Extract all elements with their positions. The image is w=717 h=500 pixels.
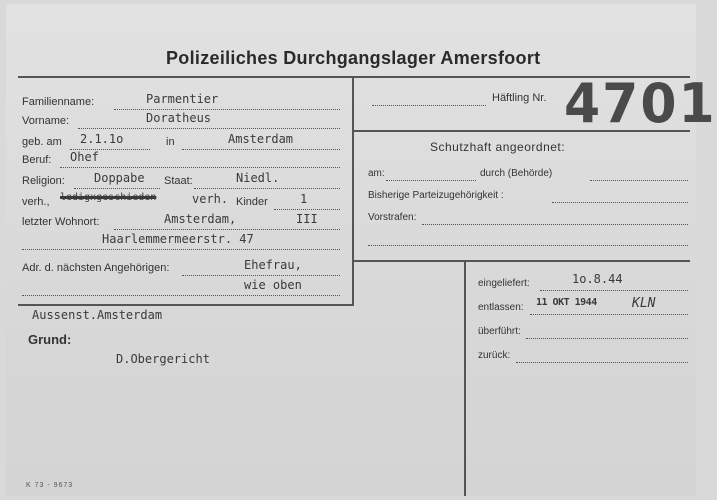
vorname-value: Doratheus xyxy=(146,111,212,125)
familienname-label: Familienname: xyxy=(22,96,95,108)
left-box-bottom-rule xyxy=(18,304,354,306)
strasse-value: Haarlemmermeerstr. 47 xyxy=(102,232,254,246)
partei-dots xyxy=(552,201,688,203)
wohnort-value: Amsterdam, xyxy=(164,212,237,226)
partei-label: Bisherige Parteizugehörigkeit : xyxy=(368,190,504,201)
vorstrafen-dots xyxy=(422,223,688,225)
card-title: Polizeiliches Durchgangslager Amersfoort xyxy=(166,48,541,68)
movement-left-rule xyxy=(464,260,466,496)
prisoner-registration-card xyxy=(6,4,717,496)
vorstrafen-label: Vorstrafen: xyxy=(368,212,417,223)
ueberfuehrt-dots xyxy=(526,337,688,339)
angehoerige-label: Adr. d. nächsten Angehörigen: xyxy=(22,262,170,274)
angehoerige-dots-1 xyxy=(182,274,340,276)
vorname-label: Vorname: xyxy=(22,115,70,127)
geb-place-dots xyxy=(182,148,340,150)
haeftling-label: Häftling Nr. xyxy=(492,92,547,104)
aussenstelle-value: Aussenst.Amsterdam xyxy=(32,308,163,322)
schutzhaft-durch-label: durch (Behörde) xyxy=(480,168,553,179)
beruf-dots xyxy=(60,166,340,168)
religion-dots xyxy=(74,187,160,189)
wohnort-label: letzter Wohnort: xyxy=(22,216,100,228)
eingeliefert-label: eingeliefert: xyxy=(478,278,530,289)
religion-value: Doppabe xyxy=(94,171,145,185)
staat-dots xyxy=(194,187,340,189)
schutzhaft-am-dots xyxy=(386,179,476,181)
vorname-dots xyxy=(78,127,340,129)
religion-label: Religion: xyxy=(22,175,65,187)
entlassen-label: entlassen: xyxy=(478,302,524,313)
entlassen-dots xyxy=(530,313,688,315)
verh-value: verh. xyxy=(192,192,229,206)
angehoerige-value-1: Ehefrau, xyxy=(244,258,302,272)
eingeliefert-value: 1o.8.44 xyxy=(572,272,623,286)
verh-struck-value: ledigxgeschieden xyxy=(60,192,157,203)
schutzhaft-extra-dots xyxy=(368,244,688,246)
entlassen-note: KLN xyxy=(632,296,656,311)
kinder-label: Kinder xyxy=(236,196,268,208)
kinder-value: 1 xyxy=(300,192,308,206)
schutzhaft-bottom-rule xyxy=(352,260,690,262)
geb-label: geb. am xyxy=(22,136,62,148)
left-box-right-rule xyxy=(352,76,354,306)
staat-value: Niedl. xyxy=(236,171,280,185)
angehoerige-dots-2 xyxy=(22,294,340,296)
wohnort-district-value: III xyxy=(296,212,318,226)
schutzhaft-heading: Schutzhaft angeordnet: xyxy=(430,140,566,154)
familienname-value: Parmentier xyxy=(146,92,219,106)
strasse-dots xyxy=(22,248,340,250)
schutzhaft-durch-dots xyxy=(590,179,688,181)
grund-value: D.Obergericht xyxy=(116,352,210,366)
geb-in-label: in xyxy=(166,136,175,148)
eingeliefert-dots xyxy=(540,289,688,291)
haeftling-number: 4701 xyxy=(564,72,717,136)
haeftling-dots xyxy=(372,104,486,106)
schutzhaft-am-label: am: xyxy=(368,168,385,179)
form-code: K 73 - 9673 xyxy=(26,482,74,489)
staat-label: Staat: xyxy=(164,175,193,187)
verh-label: verh., xyxy=(22,196,50,208)
entlassen-value: 11 OKT 1944 xyxy=(536,297,597,308)
zurueck-dots xyxy=(516,361,688,363)
grund-label: Grund: xyxy=(28,332,72,347)
beruf-value: Ohef xyxy=(70,150,99,164)
angehoerige-value-2: wie oben xyxy=(244,278,302,292)
geb-place-value: Amsterdam xyxy=(228,132,294,146)
kinder-dots xyxy=(274,208,340,210)
familienname-dots xyxy=(114,108,340,110)
ueberfuehrt-label: überführt: xyxy=(478,326,521,337)
geb-date-value: 2.1.1o xyxy=(80,132,124,146)
beruf-label: Beruf: xyxy=(22,154,52,166)
zurueck-label: zurück: xyxy=(478,350,511,361)
wohnort-dots xyxy=(114,228,340,230)
